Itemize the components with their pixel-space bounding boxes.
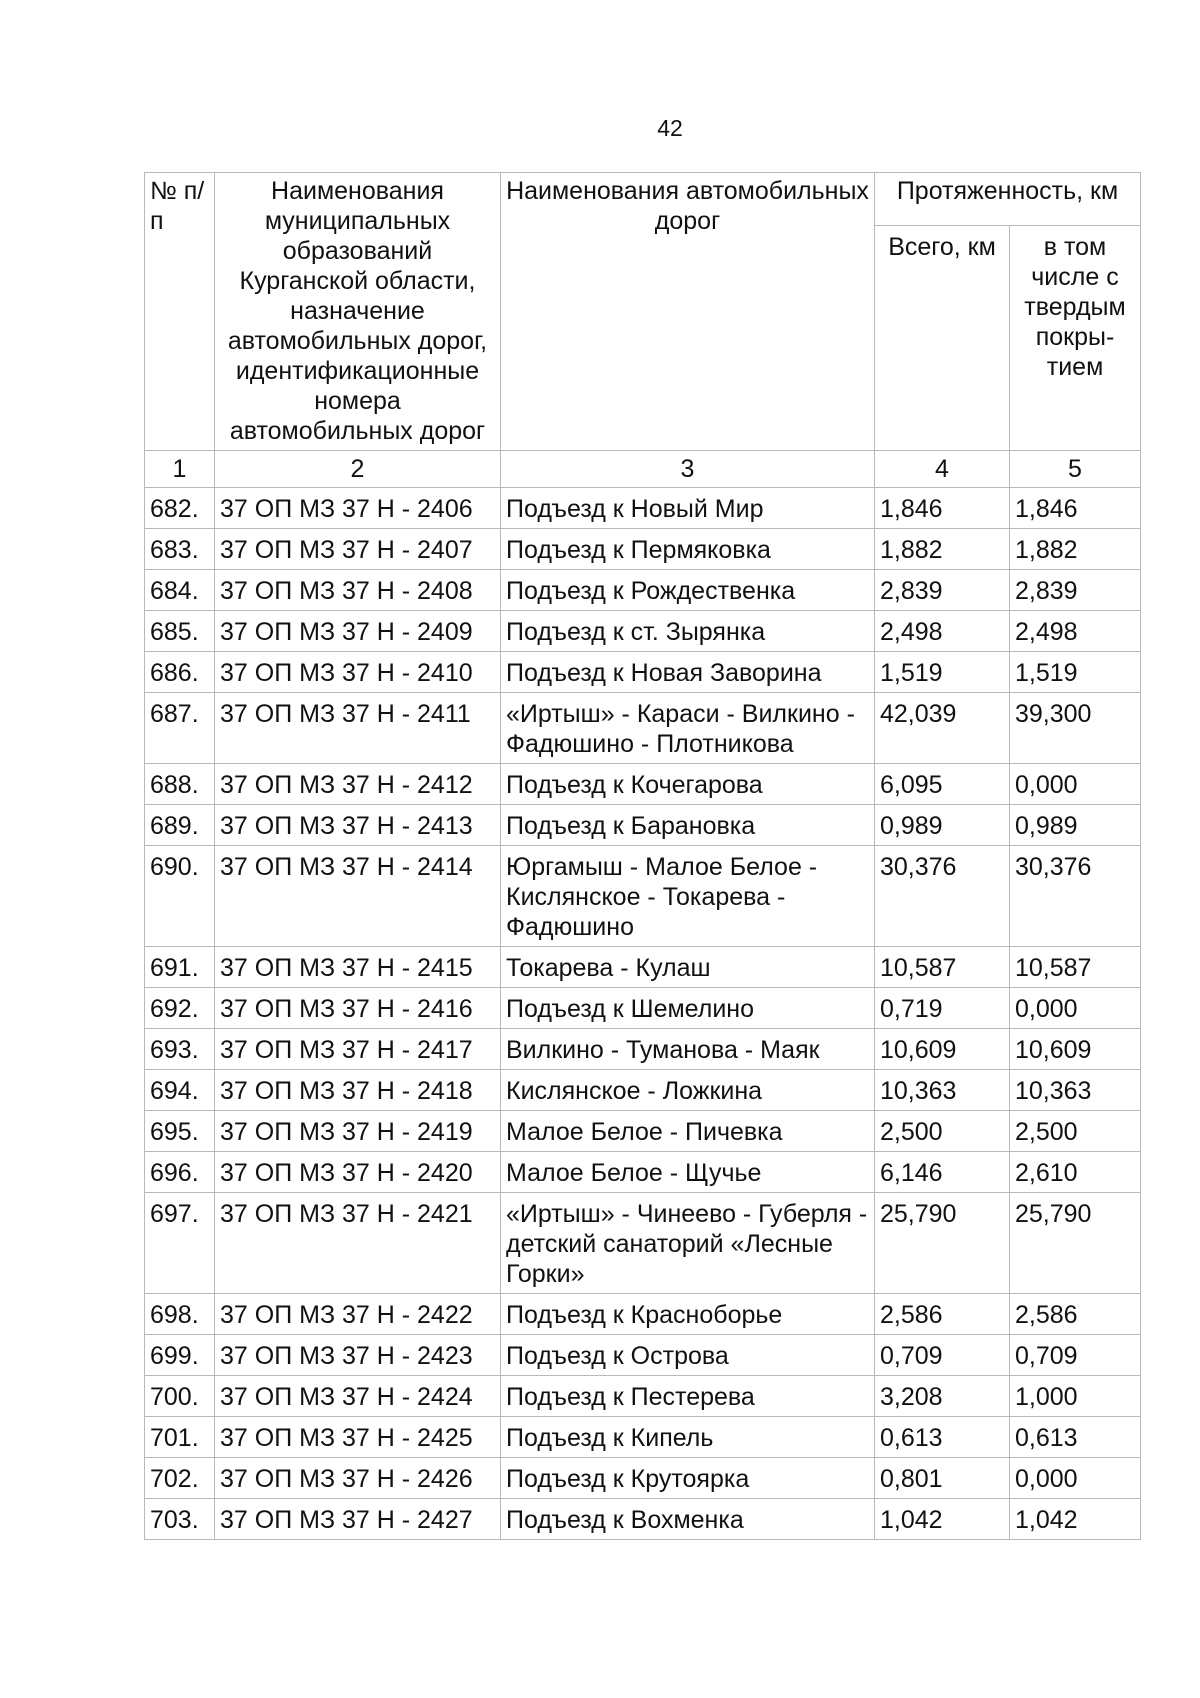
road-name: «Иртыш» - Чинеево - Губерля - детский санаторий «Лесные Горки» (501, 1193, 875, 1294)
length-total: 1,882 (875, 529, 1010, 570)
table-row (145, 1417, 1141, 1458)
length-total: 6,146 (875, 1152, 1010, 1193)
column-number: 4 (875, 451, 1010, 488)
road-name: Малое Белое - Щучье (501, 1152, 875, 1193)
header-total: Всего, км (875, 226, 1010, 451)
road-id: 37 ОП МЗ 37 Н - 2415 (215, 947, 501, 988)
row-number: 699. (145, 1335, 215, 1376)
length-paved: 10,587 (1010, 947, 1141, 988)
row-number: 696. (145, 1152, 215, 1193)
road-id: 37 ОП МЗ 37 Н - 2408 (215, 570, 501, 611)
length-paved: 10,609 (1010, 1029, 1141, 1070)
length-paved: 0,613 (1010, 1417, 1141, 1458)
header-municipal: Наименования муниципальных образований Курганской области, назначение автомобильных дорог, идентификационные номера автомобильных дорог (215, 173, 501, 451)
road-name: Подъезд к Барановка (501, 805, 875, 846)
road-id: 37 ОП МЗ 37 Н - 2417 (215, 1029, 501, 1070)
road-id: 37 ОП МЗ 37 Н - 2422 (215, 1294, 501, 1335)
road-id: 37 ОП МЗ 37 Н - 2421 (215, 1193, 501, 1294)
row-number: 703. (145, 1499, 215, 1540)
length-paved: 0,000 (1010, 764, 1141, 805)
road-id: 37 ОП МЗ 37 Н - 2409 (215, 611, 501, 652)
road-name: Подъезд к Кипель (501, 1417, 875, 1458)
table-row (145, 693, 1141, 764)
length-paved: 2,498 (1010, 611, 1141, 652)
road-id: 37 ОП МЗ 37 Н - 2406 (215, 488, 501, 529)
table-row (145, 988, 1141, 1029)
column-numbers-row (145, 451, 1141, 488)
length-total: 1,846 (875, 488, 1010, 529)
table-row (145, 1499, 1141, 1540)
road-name: Подъезд к Рождественка (501, 570, 875, 611)
road-id: 37 ОП МЗ 37 Н - 2423 (215, 1335, 501, 1376)
road-name: Подъезд к Кочегарова (501, 764, 875, 805)
length-total: 0,989 (875, 805, 1010, 846)
length-paved: 1,846 (1010, 488, 1141, 529)
row-number: 698. (145, 1294, 215, 1335)
length-total: 3,208 (875, 1376, 1010, 1417)
column-number: 1 (145, 451, 215, 488)
header-length: Протяженность, км (875, 173, 1141, 226)
column-number: 2 (215, 451, 501, 488)
road-name: «Иртыш» - Караси - Вилкино - Фадюшино - Плотникова (501, 693, 875, 764)
road-name: Токарева - Кулаш (501, 947, 875, 988)
header-paved: в том числе с твердым покры-тием (1010, 226, 1141, 451)
length-total: 10,587 (875, 947, 1010, 988)
row-number: 695. (145, 1111, 215, 1152)
road-name: Малое Белое - Пичевка (501, 1111, 875, 1152)
row-number: 689. (145, 805, 215, 846)
road-name: Подъезд к Острова (501, 1335, 875, 1376)
road-id: 37 ОП МЗ 37 Н - 2414 (215, 846, 501, 947)
table-row (145, 1193, 1141, 1294)
length-paved: 1,042 (1010, 1499, 1141, 1540)
table-row (145, 764, 1141, 805)
road-name: Подъезд к Красноборье (501, 1294, 875, 1335)
road-id: 37 ОП МЗ 37 Н - 2411 (215, 693, 501, 764)
length-paved: 30,376 (1010, 846, 1141, 947)
row-number: 686. (145, 652, 215, 693)
row-number: 701. (145, 1417, 215, 1458)
length-paved: 1,882 (1010, 529, 1141, 570)
row-number: 690. (145, 846, 215, 947)
roads-table (144, 172, 1141, 1540)
table-row (145, 488, 1141, 529)
road-name: Юргамыш - Малое Белое - Кислянское - Токарева - Фадюшино (501, 846, 875, 947)
road-name: Подъезд к Пермяковка (501, 529, 875, 570)
length-total: 2,500 (875, 1111, 1010, 1152)
row-number: 682. (145, 488, 215, 529)
row-number: 685. (145, 611, 215, 652)
row-number: 683. (145, 529, 215, 570)
table-row (145, 611, 1141, 652)
row-number: 693. (145, 1029, 215, 1070)
row-number: 691. (145, 947, 215, 988)
column-number: 5 (1010, 451, 1141, 488)
table-row (145, 846, 1141, 947)
table-body (145, 451, 1141, 1540)
road-id: 37 ОП МЗ 37 Н - 2424 (215, 1376, 501, 1417)
length-total: 2,839 (875, 570, 1010, 611)
table-row (145, 1070, 1141, 1111)
road-id: 37 ОП МЗ 37 Н - 2425 (215, 1417, 501, 1458)
road-name: Подъезд к Новый Мир (501, 488, 875, 529)
length-total: 1,042 (875, 1499, 1010, 1540)
row-number: 692. (145, 988, 215, 1029)
row-number: 702. (145, 1458, 215, 1499)
road-id: 37 ОП МЗ 37 Н - 2418 (215, 1070, 501, 1111)
length-paved: 25,790 (1010, 1193, 1141, 1294)
road-id: 37 ОП МЗ 37 Н - 2416 (215, 988, 501, 1029)
road-id: 37 ОП МЗ 37 Н - 2419 (215, 1111, 501, 1152)
length-total: 10,609 (875, 1029, 1010, 1070)
road-id: 37 ОП МЗ 37 Н - 2420 (215, 1152, 501, 1193)
length-paved: 1,519 (1010, 652, 1141, 693)
table-header (145, 173, 1141, 451)
length-paved: 2,586 (1010, 1294, 1141, 1335)
table-row (145, 652, 1141, 693)
table-row (145, 1152, 1141, 1193)
table-row (145, 1294, 1141, 1335)
road-name: Подъезд к Крутоярка (501, 1458, 875, 1499)
table-row (145, 1458, 1141, 1499)
length-paved: 2,610 (1010, 1152, 1141, 1193)
road-id: 37 ОП МЗ 37 Н - 2412 (215, 764, 501, 805)
table-row (145, 1029, 1141, 1070)
length-paved: 0,989 (1010, 805, 1141, 846)
table-row (145, 805, 1141, 846)
row-number: 688. (145, 764, 215, 805)
length-total: 1,519 (875, 652, 1010, 693)
length-total: 10,363 (875, 1070, 1010, 1111)
row-number: 684. (145, 570, 215, 611)
length-total: 25,790 (875, 1193, 1010, 1294)
length-paved: 1,000 (1010, 1376, 1141, 1417)
table-row (145, 1335, 1141, 1376)
road-name: Подъезд к Вохменка (501, 1499, 875, 1540)
length-total: 2,586 (875, 1294, 1010, 1335)
length-paved: 2,839 (1010, 570, 1141, 611)
length-total: 6,095 (875, 764, 1010, 805)
road-name: Подъезд к Пестерева (501, 1376, 875, 1417)
length-paved: 0,000 (1010, 988, 1141, 1029)
column-number: 3 (501, 451, 875, 488)
header-number: № п/п (145, 173, 215, 451)
row-number: 694. (145, 1070, 215, 1111)
length-total: 0,801 (875, 1458, 1010, 1499)
road-name: Подъезд к Новая Заворина (501, 652, 875, 693)
length-total: 30,376 (875, 846, 1010, 947)
header-road-name: Наименования автомобильных дорог (501, 173, 875, 451)
length-total: 0,709 (875, 1335, 1010, 1376)
row-number: 697. (145, 1193, 215, 1294)
length-paved: 2,500 (1010, 1111, 1141, 1152)
length-paved: 0,000 (1010, 1458, 1141, 1499)
row-number: 687. (145, 693, 215, 764)
road-name: Вилкино - Туманова - Маяк (501, 1029, 875, 1070)
road-id: 37 ОП МЗ 37 Н - 2427 (215, 1499, 501, 1540)
length-total: 2,498 (875, 611, 1010, 652)
length-total: 0,719 (875, 988, 1010, 1029)
length-total: 0,613 (875, 1417, 1010, 1458)
table-row (145, 1376, 1141, 1417)
table-row (145, 529, 1141, 570)
road-name: Подъезд к ст. Зырянка (501, 611, 875, 652)
road-id: 37 ОП МЗ 37 Н - 2410 (215, 652, 501, 693)
length-paved: 0,709 (1010, 1335, 1141, 1376)
page-number: 42 (657, 115, 683, 141)
road-id: 37 ОП МЗ 37 Н - 2426 (215, 1458, 501, 1499)
length-paved: 10,363 (1010, 1070, 1141, 1111)
length-total: 42,039 (875, 693, 1010, 764)
row-number: 700. (145, 1376, 215, 1417)
road-name: Подъезд к Шемелино (501, 988, 875, 1029)
table-row (145, 1111, 1141, 1152)
table-row (145, 570, 1141, 611)
road-id: 37 ОП МЗ 37 Н - 2413 (215, 805, 501, 846)
road-name: Кислянское - Ложкина (501, 1070, 875, 1111)
length-paved: 39,300 (1010, 693, 1141, 764)
table-row (145, 947, 1141, 988)
road-id: 37 ОП МЗ 37 Н - 2407 (215, 529, 501, 570)
